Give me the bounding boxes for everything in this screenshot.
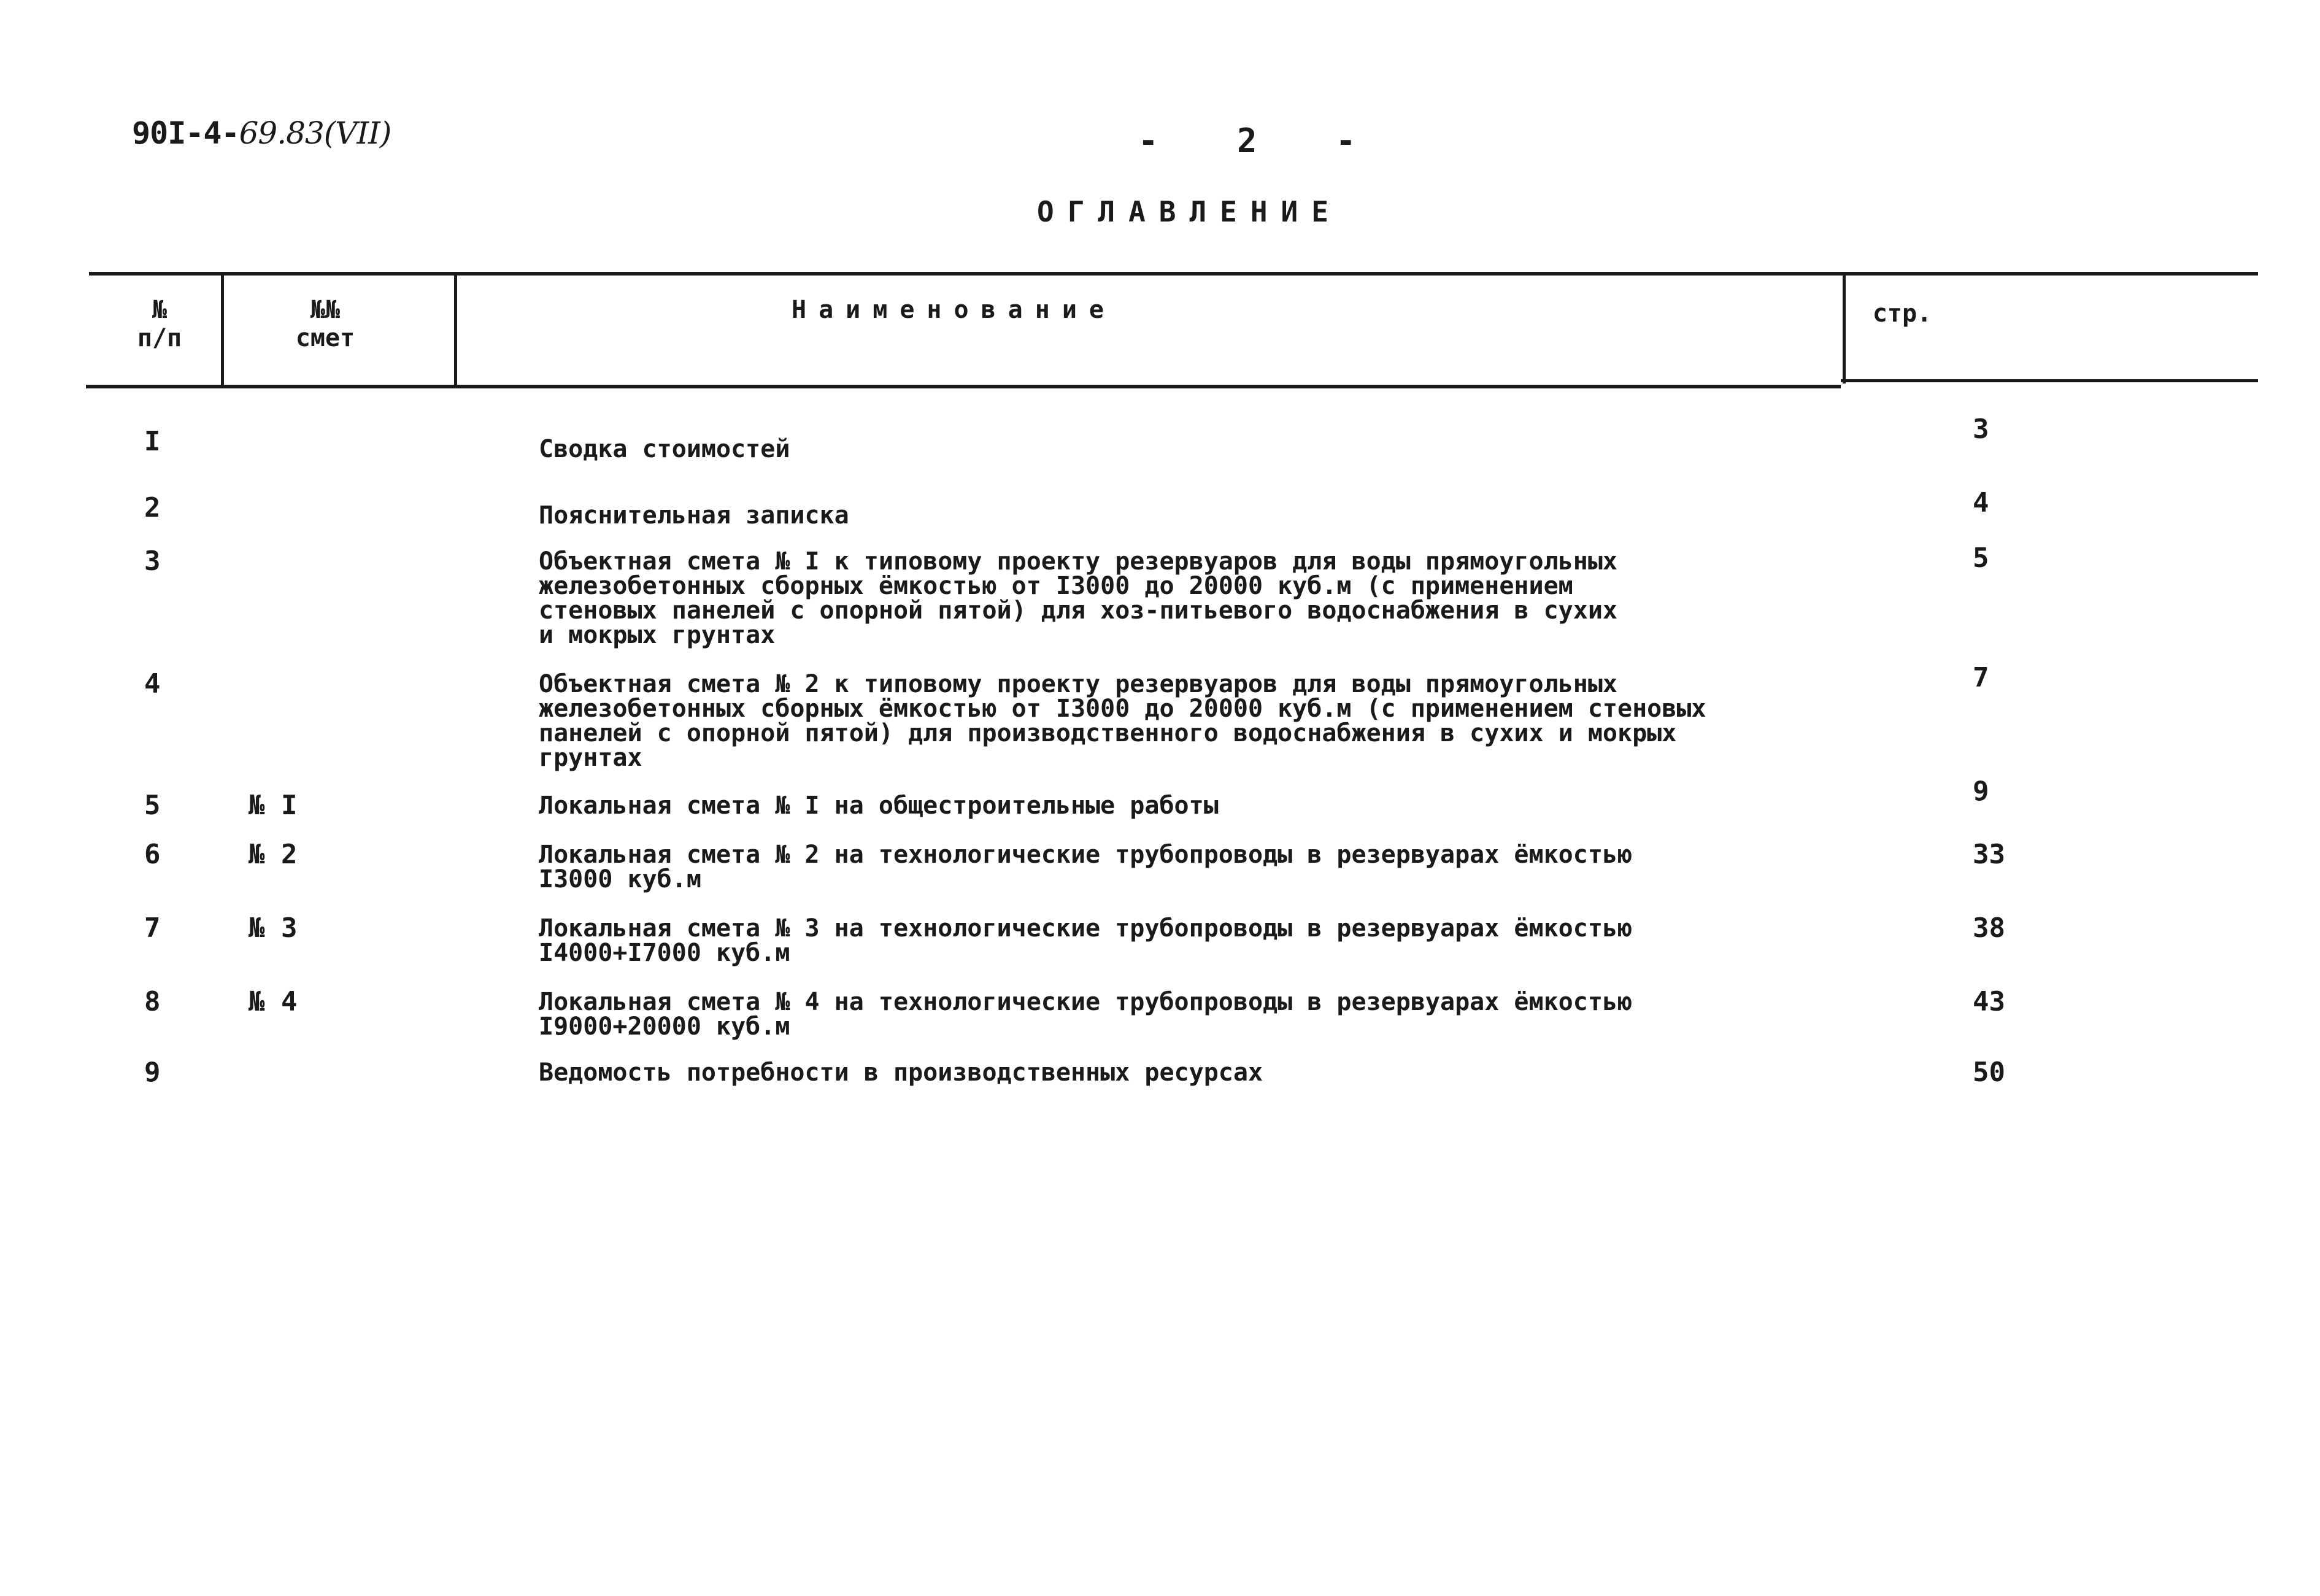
row-page: 38 [1973,912,2005,944]
row-number: 2 [144,492,161,523]
row-smeta-number: № 2 [249,839,298,870]
row-number: 8 [144,986,161,1017]
column-header-smeta-symbol: №№ [310,296,341,324]
document-code-printed: 90I-4- [132,115,239,151]
table-header-bottom-rule [86,385,1841,388]
row-page: 33 [1973,839,2005,870]
row-page: 43 [1973,986,2005,1017]
column-header-smeta-label: смет [295,324,355,352]
row-name: Локальная смета № I на общестроительные работы [539,792,1219,820]
row-page: 9 [1973,776,1989,807]
row-smeta-number: № 4 [249,986,298,1017]
row-name: Локальная смета № 2 на технологические трубопроводы в резервуарах ёмкостью I3000 куб.м [539,841,1633,893]
row-name: Сводка стоимостей [539,435,790,463]
column-divider-3 [1843,273,1846,384]
row-name: Объектная смета № I к типовому проекту резервуаров для воды прямоугольных железобетонных сборных ёмкостью от I3000 до 20000 куб.м (с применением стеновых панелей с опорной пятой) для хоз-питьевого водоснабжения в сухих и мокрых грунтах [539,547,1617,649]
column-header-smeta [282,296,368,352]
table-top-rule [89,272,2258,276]
page-number: - 2 - [1138,121,1385,160]
row-number: 4 [144,668,161,700]
column-header-num-symbol: № [152,296,168,324]
column-divider-1 [221,273,224,387]
row-number: 6 [144,839,161,870]
column-header-num [120,296,199,352]
row-number: 7 [144,912,161,944]
row-number: 5 [144,790,161,821]
document-code [132,115,391,151]
row-name: Локальная смета № 3 на технологические трубопроводы в резервуарах ёмкостью I4000+I7000 куб.м [539,914,1633,967]
column-header-page: стр. [1872,299,1932,328]
row-number: 9 [144,1057,161,1088]
row-page: 50 [1973,1057,2005,1088]
table-header-bottom-rule-right [1841,379,2258,382]
row-smeta-number: № I [249,790,298,821]
row-name: Локальная смета № 4 на технологические трубопроводы в резервуарах ёмкостью I9000+20000 куб.м [539,988,1633,1041]
column-header-name: Наименование [792,296,1116,324]
document-code-handwritten: 69.83(VII) [239,115,391,151]
row-page: 5 [1973,542,1989,574]
row-number: 3 [144,545,161,577]
row-page: 3 [1973,414,1989,445]
column-divider-2 [454,273,457,387]
row-number: I [144,426,161,457]
row-name: Ведомость потребности в производственных ресурсах [539,1058,1263,1087]
page-title: ОГЛАВЛЕНИЕ [1037,195,1342,228]
row-page: 7 [1973,662,1989,693]
row-smeta-number: № 3 [249,912,298,944]
row-name: Пояснительная записка [539,501,849,530]
column-header-num-label: п/п [137,324,182,352]
row-name: Объектная смета № 2 к типовому проекту резервуаров для воды прямоугольных железобетонных сборных ёмкостью от I3000 до 20000 куб.м (с применением стеновых панелей с опорной пятой) для производственного водоснабжения в сухих и мокрых грунтах [539,670,1706,772]
row-page: 4 [1973,487,1989,519]
